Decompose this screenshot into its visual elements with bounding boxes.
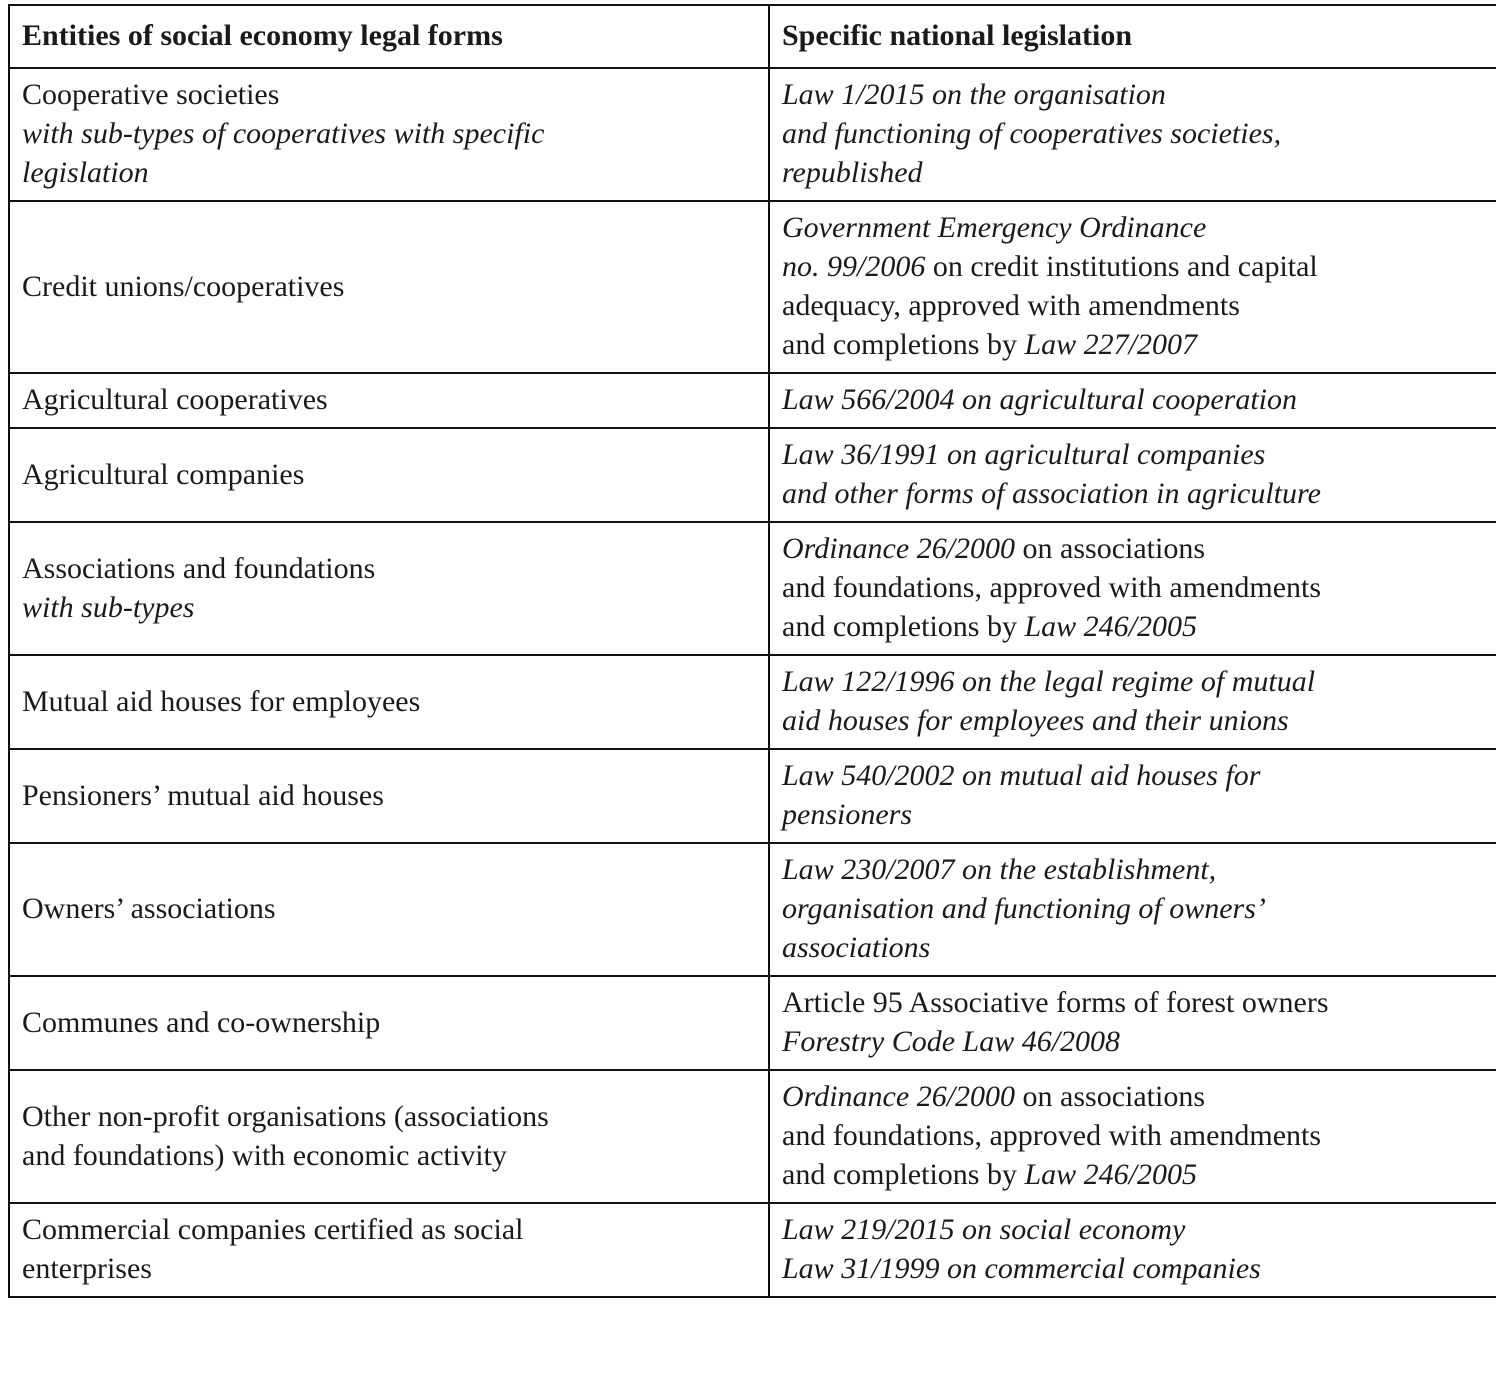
legislation-cell xyxy=(769,201,1496,373)
legislation-cell xyxy=(769,749,1496,843)
entity-cell xyxy=(9,1203,769,1297)
table-row xyxy=(9,749,1496,843)
entity-cell xyxy=(9,1070,769,1203)
legislation-line xyxy=(782,474,1496,513)
legislation-line xyxy=(782,208,1496,247)
legislation-line xyxy=(782,756,1496,795)
legislation-cell xyxy=(769,1070,1496,1203)
table-row xyxy=(9,522,1496,655)
legislation-segment: Law 230/2007 on the establishment, xyxy=(782,853,1217,886)
entity-line: Agricultural companies xyxy=(22,457,305,491)
legislation-line xyxy=(782,1210,1496,1249)
legislation-segment: and other forms of association in agriculture xyxy=(782,477,1321,510)
legislation-segment: aid houses for employees and their unions xyxy=(782,704,1289,737)
table-header-row xyxy=(9,5,1496,68)
legislation-segment: and foundations, approved with amendments xyxy=(782,1119,1322,1152)
legislation-segment: Ordinance 26/2000 xyxy=(782,532,1016,565)
legislation-segment: Law 227/2007 xyxy=(1024,328,1197,361)
entity-cell xyxy=(9,428,769,522)
table-row xyxy=(9,201,1496,373)
legislation-segment: organisation and functioning of owners’ xyxy=(782,892,1266,925)
entity-cell xyxy=(9,749,769,843)
table-header xyxy=(9,5,1496,68)
legislation-segment: on credit institutions and capital xyxy=(925,250,1318,283)
entity-line: Commercial companies certified as social xyxy=(22,1213,524,1246)
legislation-cell xyxy=(769,373,1496,428)
entity-line: Mutual aid houses for employees xyxy=(22,684,421,718)
legislation-line xyxy=(782,380,1496,419)
entity-line: with sub-types xyxy=(22,590,195,624)
entity-cell xyxy=(9,843,769,976)
legislation-line xyxy=(782,889,1496,928)
entity-line: enterprises xyxy=(22,1252,152,1285)
document-page xyxy=(0,4,1496,1394)
legislation-segment: Law 540/2002 on mutual aid houses for xyxy=(782,759,1261,792)
legislation-line xyxy=(782,1022,1496,1061)
table-row xyxy=(9,976,1496,1070)
legislation-line xyxy=(782,529,1496,568)
legislation-segment: and completions by xyxy=(782,1158,1025,1191)
entity-line: legislation xyxy=(22,156,149,189)
legislation-line xyxy=(782,701,1496,740)
legislation-line xyxy=(782,247,1496,286)
legislation-segment: Law 122/1996 on the legal regime of mutual xyxy=(782,665,1316,698)
legislation-segment: Government Emergency Ordinance xyxy=(782,211,1207,244)
entity-line: Communes and co-ownership xyxy=(22,1005,381,1039)
legislation-segment: republished xyxy=(782,156,923,189)
entity-line: Cooperative societies xyxy=(22,78,280,111)
legislation-segment: on associations xyxy=(1015,1080,1206,1113)
entity-line: Other non-profit organisations (associations xyxy=(22,1099,549,1133)
legislation-cell xyxy=(769,68,1496,201)
legislation-line xyxy=(782,1249,1496,1288)
legislation-segment: Law 246/2005 xyxy=(1024,610,1197,643)
legislation-segment: Law 246/2005 xyxy=(1024,1158,1197,1191)
legislation-cell xyxy=(769,522,1496,655)
table-row xyxy=(9,428,1496,522)
legislation-segment: and foundations, approved with amendments xyxy=(782,571,1322,604)
table-row xyxy=(9,1203,1496,1297)
legislation-cell xyxy=(769,428,1496,522)
legal-forms-table xyxy=(8,4,1496,1298)
legislation-line xyxy=(782,928,1496,967)
legislation-line xyxy=(782,153,1496,192)
legislation-line xyxy=(782,75,1496,114)
entity-cell xyxy=(9,976,769,1070)
legislation-segment: pensioners xyxy=(782,798,912,831)
legislation-cell xyxy=(769,1203,1496,1297)
entity-cell xyxy=(9,68,769,201)
legislation-segment: Law 219/2015 on social economy xyxy=(782,1213,1186,1246)
legislation-cell xyxy=(769,655,1496,749)
column-header-legislation: Specific national legislation xyxy=(769,5,1496,68)
legislation-line xyxy=(782,435,1496,474)
legislation-line xyxy=(782,1116,1496,1155)
entity-line: and foundations) with economic activity xyxy=(22,1138,507,1172)
entity-cell xyxy=(9,201,769,373)
legislation-segment: on associations xyxy=(1015,532,1206,565)
table-row xyxy=(9,843,1496,976)
legislation-segment: no. 99/2006 xyxy=(782,250,926,283)
legislation-segment: adequacy, approved with amendments xyxy=(782,289,1240,322)
entity-line: Associations and foundations xyxy=(22,551,376,585)
legislation-line xyxy=(782,607,1496,646)
legislation-segment: Ordinance 26/2000 xyxy=(782,1080,1016,1113)
entity-line: Pensioners’ mutual aid houses xyxy=(22,778,384,812)
legislation-segment: Forestry Code Law 46/2008 xyxy=(782,1025,1121,1058)
legislation-segment: and functioning of cooperatives societies, xyxy=(782,117,1282,150)
legislation-segment: Law 31/1999 on commercial companies xyxy=(782,1252,1261,1285)
legislation-cell xyxy=(769,976,1496,1070)
legislation-segment: Article 95 Associative forms of forest owners xyxy=(782,986,1329,1019)
entity-cell xyxy=(9,373,769,428)
table-row xyxy=(9,1070,1496,1203)
legislation-segment: and completions by xyxy=(782,328,1025,361)
legislation-line xyxy=(782,850,1496,889)
column-header-entities: Entities of social economy legal forms xyxy=(9,5,769,68)
legislation-line xyxy=(782,795,1496,834)
legislation-line xyxy=(782,286,1496,325)
legislation-segment: Law 36/1991 on agricultural companies xyxy=(782,438,1266,471)
table-row xyxy=(9,68,1496,201)
legislation-line xyxy=(782,325,1496,364)
table-body xyxy=(9,68,1496,1297)
legislation-segment: Law 1/2015 on the organisation xyxy=(782,78,1166,111)
entity-cell xyxy=(9,655,769,749)
table-row xyxy=(9,655,1496,749)
entity-line: Agricultural cooperatives xyxy=(22,383,328,416)
legislation-segment: Law 566/2004 on agricultural cooperation xyxy=(782,383,1298,416)
legislation-cell xyxy=(769,843,1496,976)
legislation-segment: associations xyxy=(782,931,931,964)
entity-line: Owners’ associations xyxy=(22,892,276,925)
entity-cell xyxy=(9,522,769,655)
legislation-line xyxy=(782,1155,1496,1194)
legislation-line xyxy=(782,114,1496,153)
legislation-segment: and completions by xyxy=(782,610,1025,643)
legislation-line xyxy=(782,568,1496,607)
legislation-line xyxy=(782,1077,1496,1116)
legislation-line xyxy=(782,662,1496,701)
entity-line: Credit unions/cooperatives xyxy=(22,269,345,303)
table-row xyxy=(9,373,1496,428)
legislation-line xyxy=(782,983,1496,1022)
entity-line: with sub-types of cooperatives with specific xyxy=(22,117,545,150)
